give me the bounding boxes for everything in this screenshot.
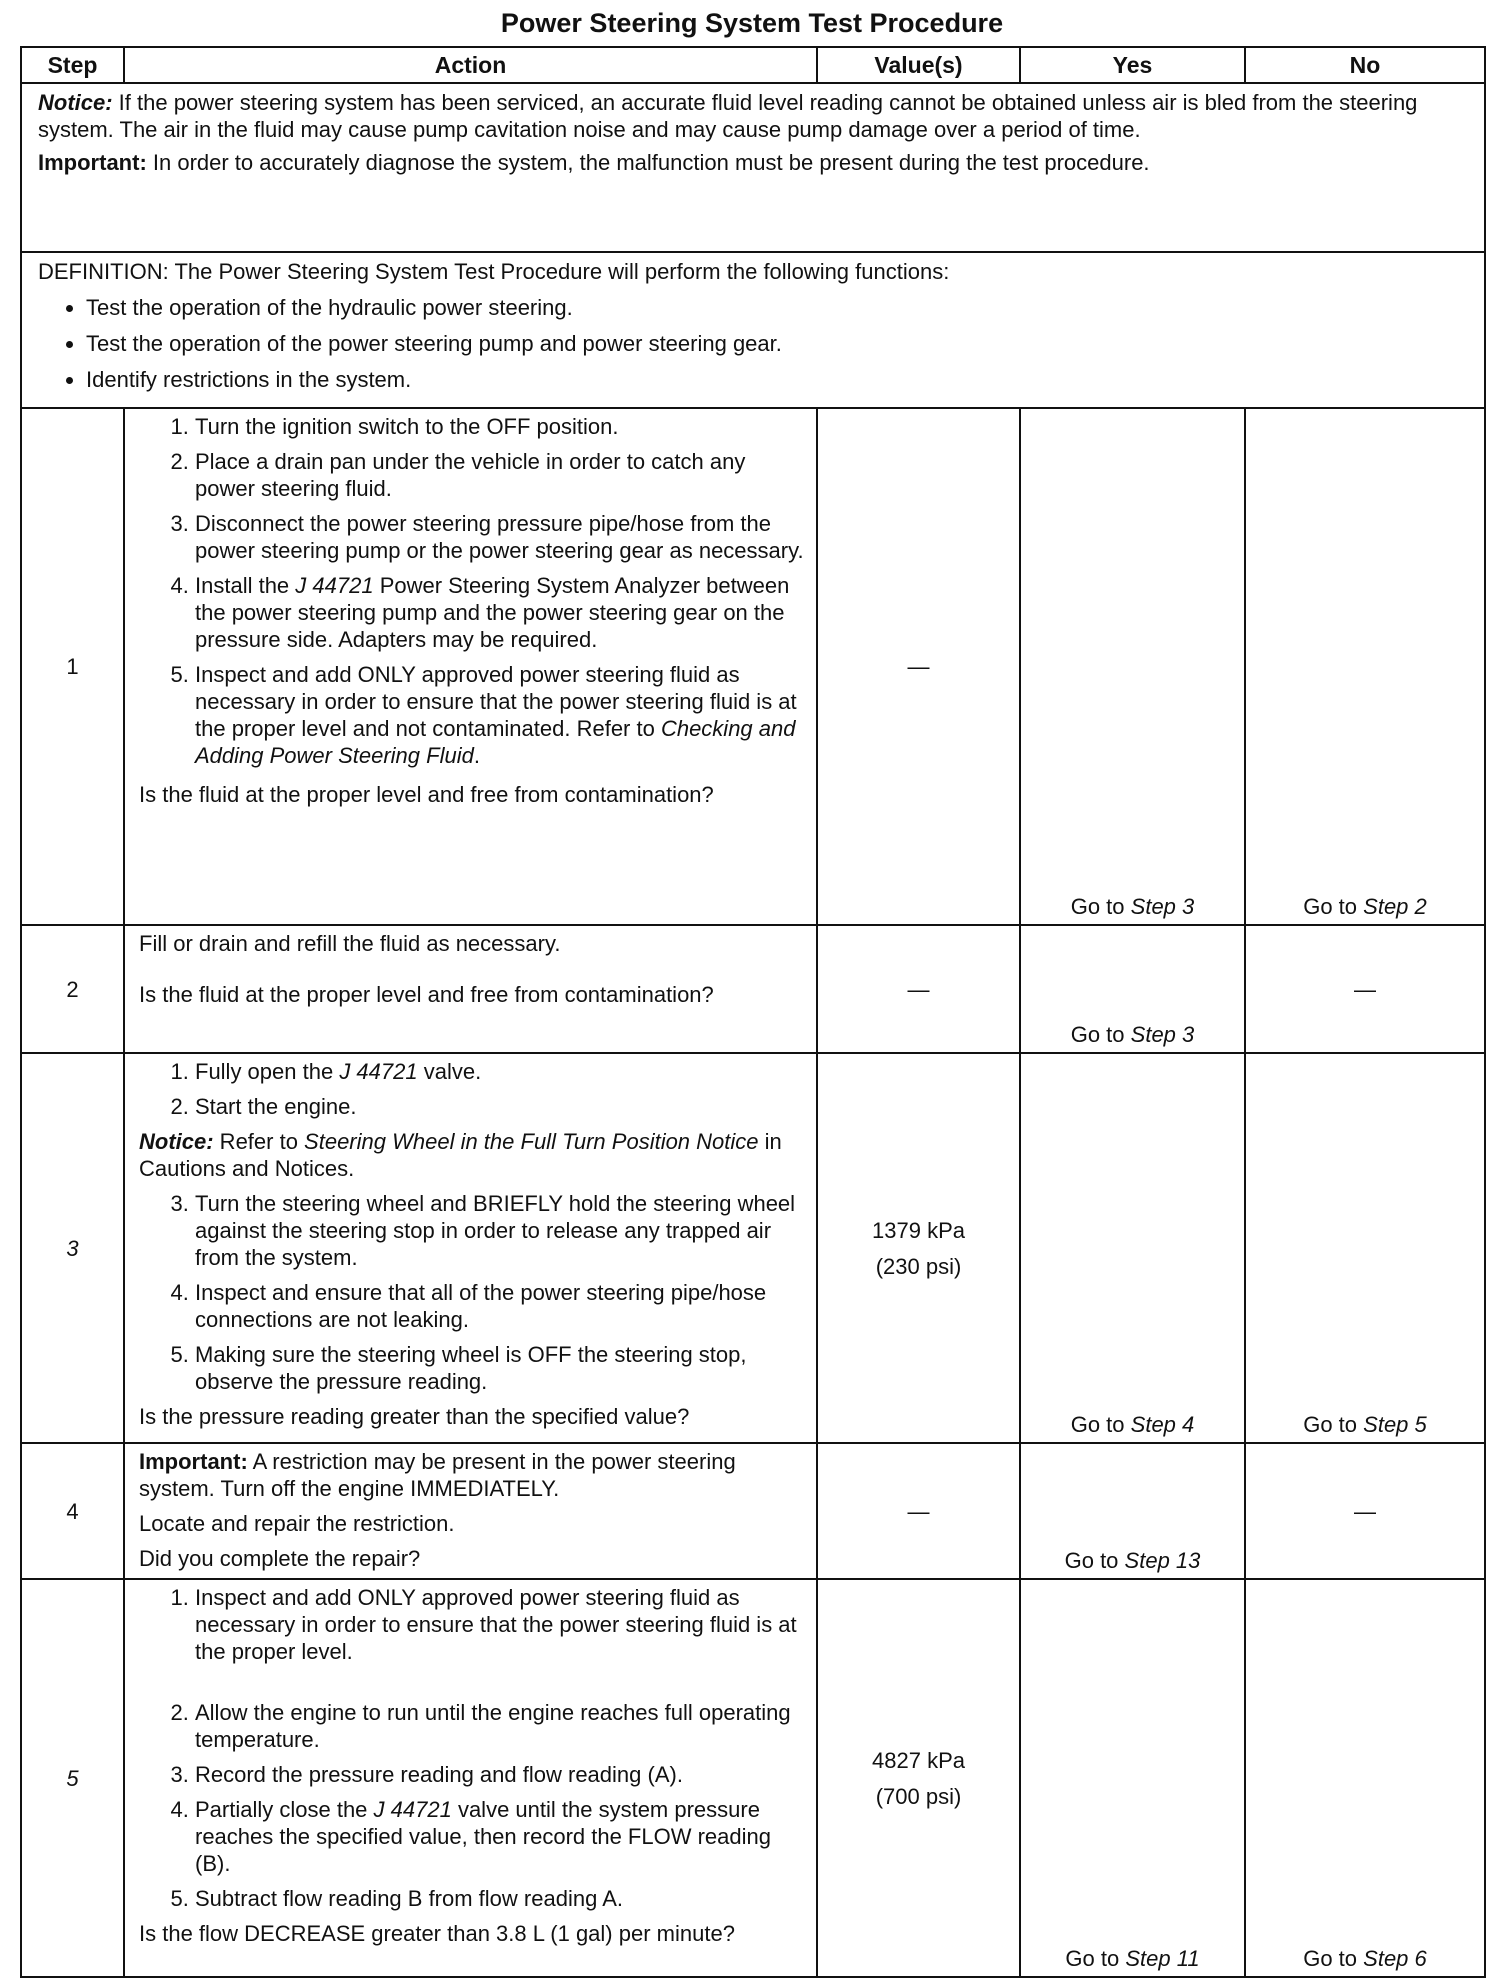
step-row-1 xyxy=(21,408,1485,925)
yes-step-link[interactable]: Step 3 xyxy=(1130,894,1195,919)
step-row-5 xyxy=(21,1579,1485,1977)
step-number: 4 xyxy=(21,1443,124,1579)
go-to-label: Go to xyxy=(1303,894,1358,919)
tool-name: J 44721 xyxy=(373,1797,452,1822)
value-dash: — xyxy=(907,1498,930,1524)
no-step-link[interactable]: Step 6 xyxy=(1363,1946,1427,1971)
action-item: 1. Turn the ignition switch to the OFF position. xyxy=(195,413,808,440)
action-item: 3. Disconnect the power steering pressure pipe/hose from the power steering pump or the power steering gear as necessary. xyxy=(195,510,808,564)
header-action: Action xyxy=(124,47,817,83)
yes-cell xyxy=(1020,1053,1245,1443)
notice-text: If the power steering system has been serviced, an accurate fluid level reading cannot be obtained unless air is bled from the steering system. The air in the fluid may cause pump cavitation noise and may cause pump damage over a period of time. xyxy=(38,90,1418,142)
action-text: valve. xyxy=(417,1059,482,1084)
step-action xyxy=(124,925,817,1053)
definition-bullet: • Test the operation of the hydraulic power steering. xyxy=(86,294,1470,321)
no-step-link[interactable]: Step 5 xyxy=(1363,1412,1427,1437)
definition-bullet: • Identify restrictions in the system. xyxy=(86,366,1470,393)
step-question: Did you complete the repair? xyxy=(139,1546,421,1571)
notice-text: Refer to xyxy=(213,1129,305,1154)
step-value xyxy=(817,408,1020,925)
important-text: A restriction may be present in the power steering system. Turn off the engine IMMEDIATELY. xyxy=(139,1449,736,1501)
step-row-2 xyxy=(21,925,1485,1053)
yes-step-link[interactable]: Step 4 xyxy=(1130,1412,1195,1437)
go-to-label: Go to xyxy=(1070,894,1125,919)
action-item: 4. Inspect and ensure that all of the power steering pipe/hose connections are not leaking. xyxy=(195,1279,808,1333)
reference-link[interactable]: Checking and Adding Power Steering Fluid xyxy=(195,716,796,768)
step-row-3 xyxy=(21,1053,1485,1443)
definition-list xyxy=(38,294,1470,393)
go-to-label: Go to xyxy=(1070,1022,1125,1047)
notice-label: Notice: xyxy=(38,90,113,115)
notice-text: in Cautions and Notices. xyxy=(139,1129,782,1181)
action-item: 3. Record the pressure reading and flow reading (A). xyxy=(195,1761,808,1788)
action-text: Locate and repair the restriction. xyxy=(139,1511,455,1536)
definition-bullet: • Test the operation of the power steering pump and power steering gear. xyxy=(86,330,1470,357)
step-number: 1 xyxy=(21,408,124,925)
action-text: . xyxy=(473,743,480,768)
notice-cell xyxy=(21,83,1485,252)
header-step: Step xyxy=(21,47,124,83)
step-value xyxy=(817,1443,1020,1579)
go-to-label: Go to xyxy=(1303,1946,1358,1971)
procedure-table xyxy=(20,46,1486,1978)
yes-cell xyxy=(1020,925,1245,1053)
value-psi: (230 psi) xyxy=(875,1253,962,1279)
step-action xyxy=(124,408,817,925)
action-item: 3. Turn the steering wheel and BRIEFLY hold the steering wheel against the steering stop in order to release any trapped air from the system. xyxy=(195,1190,808,1271)
step-action xyxy=(124,1053,817,1443)
action-item xyxy=(195,1796,808,1877)
reference-link[interactable]: Steering Wheel in the Full Turn Position Notice xyxy=(304,1129,759,1154)
value-dash: — xyxy=(1354,1498,1376,1524)
action-text: Inspect and add ONLY approved power steering fluid as necessary in order to ensure that the power steering fluid is at the proper level and not contaminated. Refer to xyxy=(195,662,797,741)
step-action xyxy=(124,1443,817,1579)
action-item: 2. Place a drain pan under the vehicle in order to catch any power steering fluid. xyxy=(195,448,808,502)
step-number: 2 xyxy=(21,925,124,1053)
notice-row xyxy=(21,83,1485,252)
important-paragraph xyxy=(38,149,1470,176)
no-step-link[interactable]: Step 2 xyxy=(1363,894,1427,919)
step-question: Is the pressure reading greater than the specified value? xyxy=(139,1404,690,1429)
yes-step-link[interactable]: Step 13 xyxy=(1124,1548,1201,1573)
tool-name: J 44721 xyxy=(295,573,374,598)
notice-paragraph xyxy=(38,89,1470,143)
value-dash: — xyxy=(1354,976,1376,1002)
step-value xyxy=(817,925,1020,1053)
action-text: valve until the system pressure reaches the specified value, then record the FLOW reading (B). xyxy=(195,1797,771,1876)
action-item: 2. Allow the engine to run until the engine reaches full operating temperature. xyxy=(195,1699,808,1753)
go-to-label: Go to xyxy=(1065,1946,1120,1971)
important-label: Important: xyxy=(139,1449,248,1474)
header-values: Value(s) xyxy=(817,47,1020,83)
action-item xyxy=(195,1058,808,1085)
value-dash: — xyxy=(907,976,930,1002)
step-value xyxy=(817,1579,1020,1977)
action-list xyxy=(139,1058,808,1120)
notice-label: Notice: xyxy=(139,1129,214,1154)
no-cell xyxy=(1245,408,1485,925)
action-item xyxy=(195,661,808,769)
important-label: Important: xyxy=(38,150,147,175)
action-list xyxy=(139,413,808,769)
action-list xyxy=(139,1584,808,1912)
step-value xyxy=(817,1053,1020,1443)
action-list xyxy=(139,1190,808,1395)
action-item: 1. Inspect and add ONLY approved power steering fluid as necessary in order to ensure that the power steering fluid is at the proper level. xyxy=(195,1584,808,1665)
step-question: Is the flow DECREASE greater than 3.8 L (1 gal) per minute? xyxy=(139,1921,735,1946)
header-no: No xyxy=(1245,47,1485,83)
value-kpa: 1379 kPa xyxy=(872,1217,965,1243)
header-yes: Yes xyxy=(1020,47,1245,83)
action-text: Fill or drain and refill the fluid as necessary. xyxy=(139,931,561,956)
yes-cell xyxy=(1020,1443,1245,1579)
step-question: Is the fluid at the proper level and free from contamination? xyxy=(139,982,714,1007)
definition-text: DEFINITION: The Power Steering System Test Procedure will perform the following functions: xyxy=(38,259,950,284)
no-cell xyxy=(1245,1579,1485,1977)
action-text: Install the xyxy=(195,573,296,598)
action-text: Power Steering System Analyzer between the power steering pump and the power steering gear on the pressure side. Adapters may be required. xyxy=(195,573,790,652)
step-number: 3 xyxy=(21,1053,124,1443)
action-item: 5. Making sure the steering wheel is OFF the steering stop, observe the pressure reading. xyxy=(195,1341,808,1395)
definition-cell xyxy=(21,252,1485,408)
yes-step-link[interactable]: Step 3 xyxy=(1130,1022,1195,1047)
no-cell xyxy=(1245,925,1485,1053)
yes-step-link[interactable]: Step 11 xyxy=(1125,1946,1200,1971)
important-paragraph xyxy=(139,1448,808,1502)
value-psi: (700 psi) xyxy=(875,1783,962,1809)
step-action xyxy=(124,1579,817,1977)
action-item: 2. Start the engine. xyxy=(195,1093,808,1120)
important-text: In order to accurately diagnose the system, the malfunction must be present during the test procedure. xyxy=(146,150,1150,175)
action-item xyxy=(195,572,808,653)
page-title: Power Steering System Test Procedure xyxy=(500,8,1004,38)
step-number: 5 xyxy=(21,1579,124,1977)
go-to-label: Go to xyxy=(1064,1548,1119,1573)
value-dash: — xyxy=(907,654,930,679)
step-question: Is the fluid at the proper level and free from contamination? xyxy=(139,782,714,807)
action-text: Partially close the xyxy=(195,1797,374,1822)
notice-paragraph xyxy=(139,1128,808,1182)
yes-cell xyxy=(1020,1579,1245,1977)
step-row-4 xyxy=(21,1443,1485,1579)
value-kpa: 4827 kPa xyxy=(872,1747,965,1773)
no-cell xyxy=(1245,1443,1485,1579)
table-header-row xyxy=(21,47,1485,83)
definition-row xyxy=(21,252,1485,408)
action-text: Fully open the xyxy=(195,1059,340,1084)
go-to-label: Go to xyxy=(1070,1412,1125,1437)
yes-cell xyxy=(1020,408,1245,925)
tool-name: J 44721 xyxy=(339,1059,418,1084)
action-item: 5. Subtract flow reading B from flow reading A. xyxy=(195,1885,808,1912)
no-cell xyxy=(1245,1053,1485,1443)
go-to-label: Go to xyxy=(1303,1412,1358,1437)
